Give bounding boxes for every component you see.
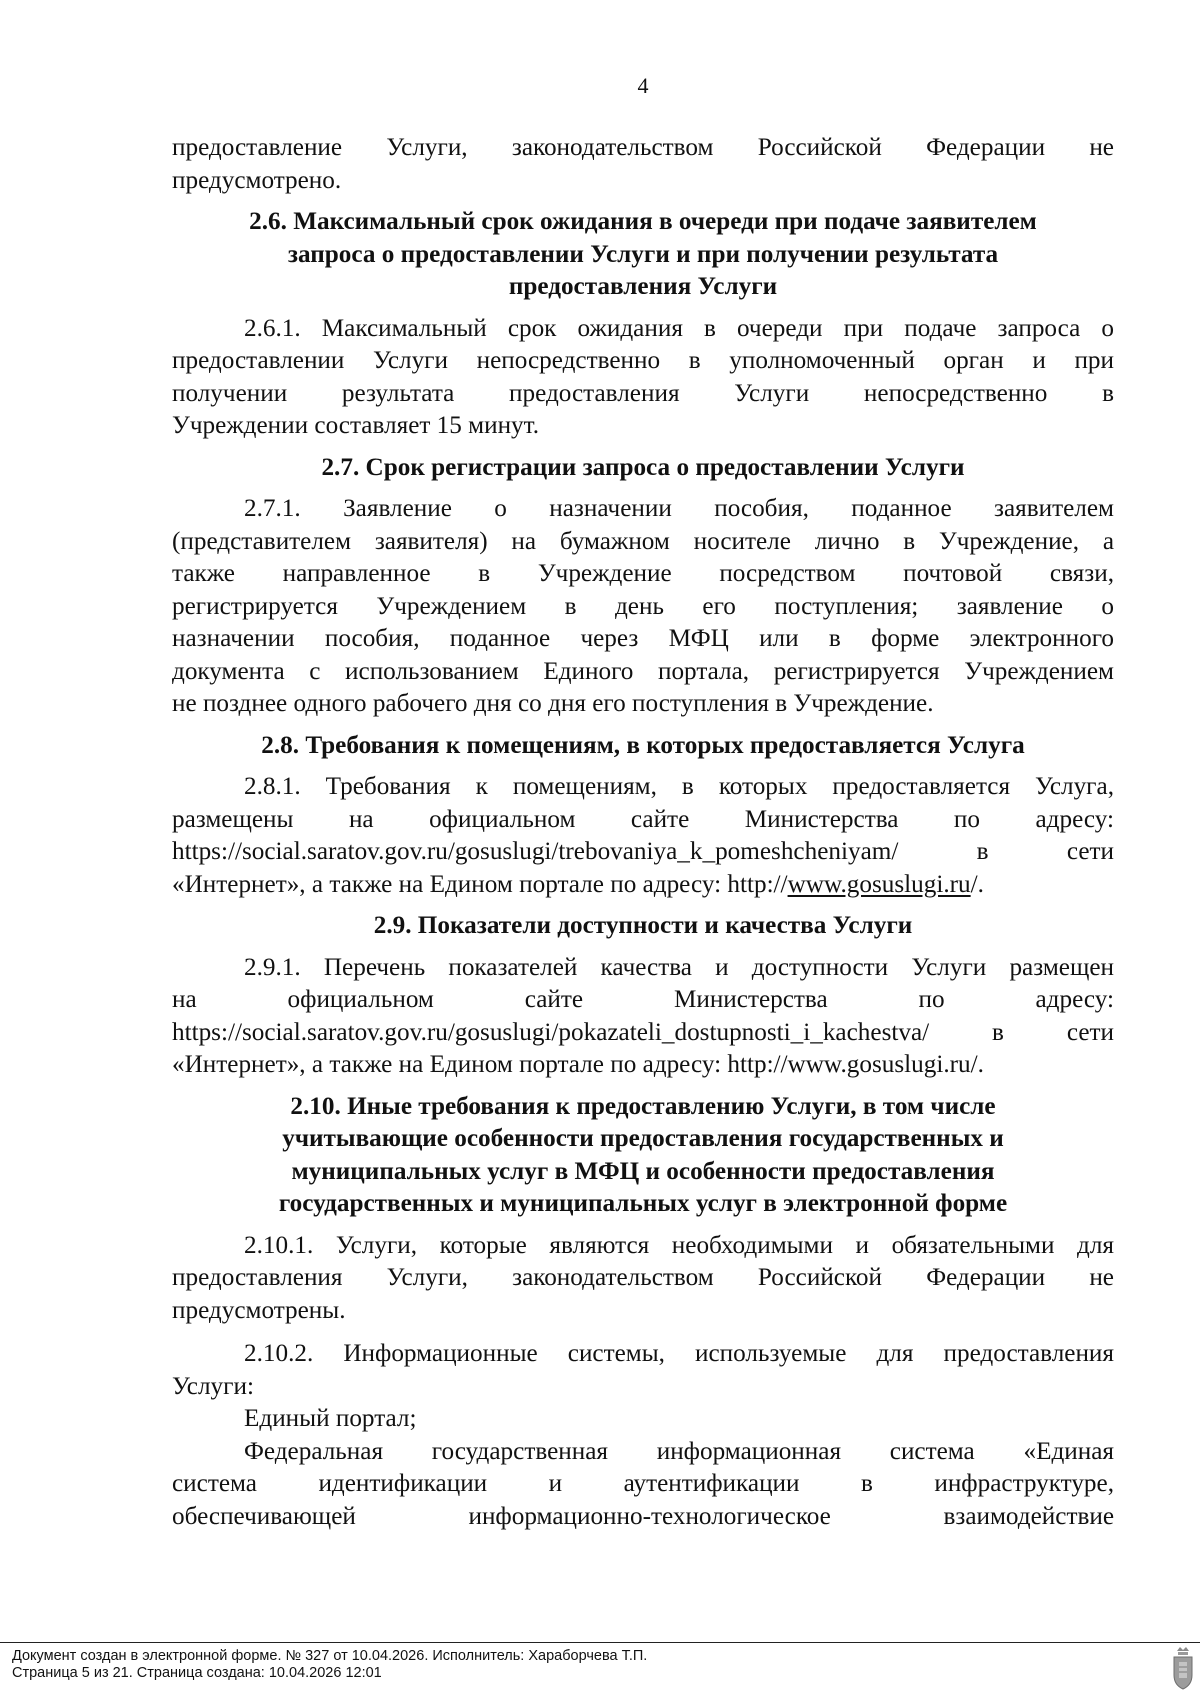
text-line: https://social.saratov.gov.ru/gosuslugi/trebovaniya_k_pomeshcheniyam/ в сети (172, 838, 1114, 865)
text-line: «Интернет», а также на Едином портале по адресу: http://www.gosuslugi.ru/. (172, 870, 984, 898)
coat-of-arms-icon (1171, 1645, 1195, 1691)
text-line: регистрируется Учреждением в день его поступления; заявление о (172, 592, 1114, 620)
text-line: 2.10.2. Информационные системы, используемые для предоставления (244, 1340, 1114, 1367)
text-line: на официальном сайте Министерства по адресу: (172, 986, 1114, 1013)
heading-line: 2.6. Максимальный срок ожидания в очереди при подаче заявителем (249, 208, 1037, 235)
heading-line: учитывающие особенности предоставления государственных и (282, 1125, 1004, 1152)
document-footer (12, 1648, 647, 1682)
section-heading (172, 910, 1114, 943)
heading-line: 2.8. Требования к помещениям, в которых предоставляется Услуга (261, 731, 1025, 759)
text-line: размещены на официальном сайте Министерства по адресу: (172, 805, 1114, 833)
text-line: не позднее одного рабочего дня со дня его поступления в Учреждение. (172, 690, 934, 717)
paragraph (172, 132, 1114, 197)
text-line: Федеральная государственная информационная система «Единая (244, 1437, 1114, 1465)
text-line: 2.10.1. Услуги, которые являются необходимыми и обязательными для (244, 1231, 1114, 1259)
text-line: «Интернет», а также на Едином портале по адресу: http://www.gosuslugi.ru/. (172, 1051, 984, 1078)
section-heading (172, 206, 1114, 304)
document-body (172, 132, 1114, 1533)
heading-line: предоставления Услуги (508, 273, 778, 300)
text-line: документа с использованием Единого портала, регистрируется Учреждением (172, 657, 1114, 685)
text-line: предусмотрено. (172, 166, 342, 194)
section-heading (172, 730, 1114, 763)
text-line: 2.7.1. Заявление о назначении пособия, поданное заявителем (244, 495, 1114, 522)
text-line: назначении пособия, поданное через МФЦ или в форме электронного (172, 625, 1114, 652)
text-line: Учреждении составляет 15 минут. (172, 412, 540, 439)
text-line: https://social.saratov.gov.ru/gosuslugi/pokazateli_dostupnosti_i_kachestva/ в сети (172, 1018, 1114, 1046)
text-line: (представителем заявителя) на бумажном носителе лично в Учреждение, а (172, 527, 1114, 555)
text-line: также направленное в Учреждение посредством почтовой связи, (172, 560, 1114, 587)
paragraph (172, 1338, 1114, 1533)
text-line: предоставление Услуги, законодательством Российской Федерации не (172, 134, 1114, 161)
text-line: предоставления Услуги, законодательством Российской Федерации не (172, 1264, 1114, 1291)
text-line: Услуги: (172, 1372, 254, 1400)
gosuslugi-link[interactable]: www.gosuslugi.ru (787, 870, 971, 898)
paragraph (172, 771, 1114, 901)
text-line: предоставлении Услуги непосредственно в уполномоченный орган и при (172, 347, 1114, 374)
heading-line: государственных и муниципальных услуг в электронной форме (278, 1190, 1008, 1217)
heading-line: запроса о предоставлении Услуги и при получении результата (287, 240, 999, 268)
text-line: предусмотрены. (172, 1296, 346, 1324)
paragraph (172, 313, 1114, 443)
paragraph (172, 1230, 1114, 1328)
text-line: 2.6.1. Максимальный срок ожидания в очереди при подаче запроса о (244, 314, 1114, 342)
text-line: 2.9.1. Перечень показателей качества и доступности Услуги размещен (244, 953, 1114, 981)
text-line: обеспечивающей информационно-технологическое взаимодействие (172, 1502, 1114, 1530)
text-line: получении результата предоставления Услуги непосредственно в (172, 379, 1114, 407)
heading-line: 2.9. Показатели доступности и качества Услуги (373, 912, 913, 939)
footer-line-2: Страница 5 из 21. Страница создана: 10.04.2026 12:01 (12, 1665, 382, 1681)
page-number: 4 (637, 73, 649, 98)
heading-line: 2.10. Иные требования к предоставлению Услуги, в том числе (290, 1092, 996, 1120)
heading-line: 2.7. Срок регистрации запроса о предоставлении Услуги (321, 453, 965, 481)
section-heading (172, 452, 1114, 485)
footer-line-1: Документ создан в электронной форме. № 327 от 10.04.2026. Исполнитель: Хараборчева Т.П. (12, 1648, 648, 1664)
text-line: система идентификации и аутентификации в инфраструктуре, (172, 1470, 1114, 1497)
section-heading (172, 1091, 1114, 1221)
footer-divider (0, 1642, 1200, 1643)
text-line: 2.8.1. Требования к помещениям, в которых предоставляется Услуга, (244, 773, 1114, 800)
heading-line: муниципальных услуг в МФЦ и особенности предоставления (291, 1157, 995, 1185)
text-line: Единый портал; (244, 1405, 417, 1432)
paragraph (172, 493, 1114, 721)
paragraph (172, 952, 1114, 1082)
